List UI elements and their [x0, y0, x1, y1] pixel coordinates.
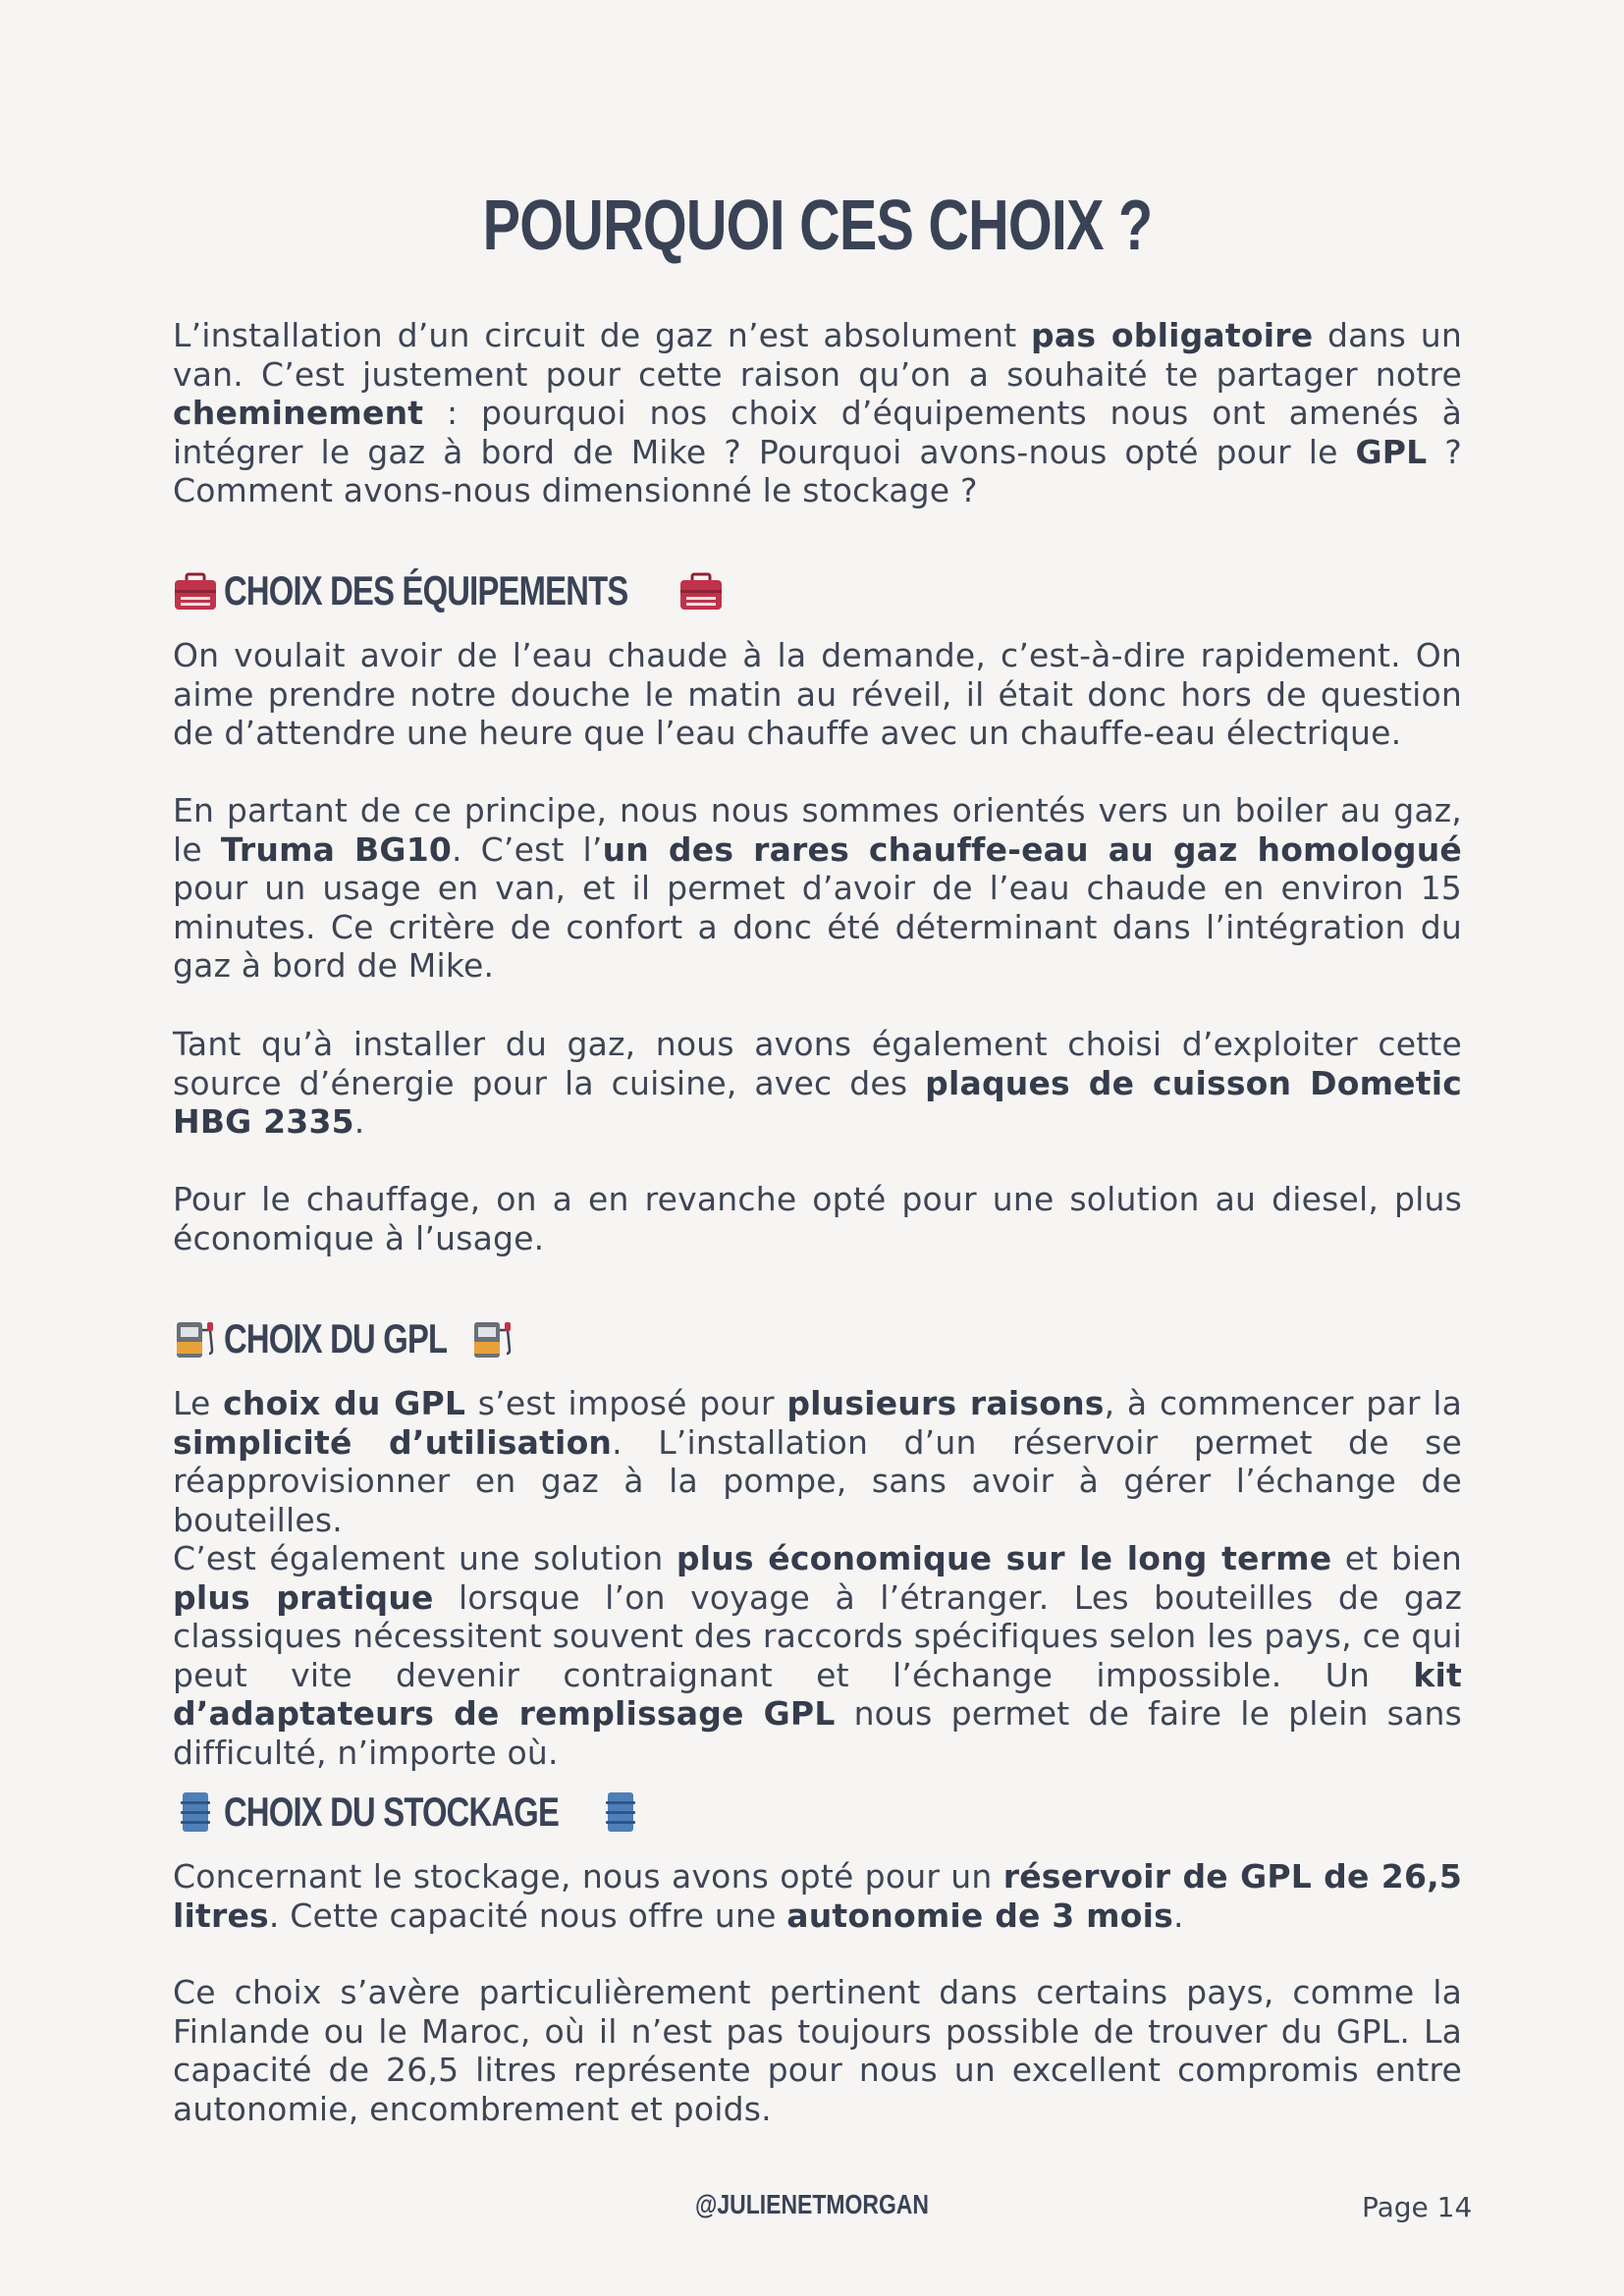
oil-drum-icon [173, 1789, 218, 1835]
bold-text: cheminement [173, 394, 424, 432]
intro-paragraph: L’installation d’un circuit de gaz n’est absolument pas obligatoire dans un van. C’est justement pour cette raison qu’on a souhaité te partager notre cheminement : pourquoi nos choix d’équipements nous ont amenés à intégrer le gaz à bord de Mike ? Pourquoi avons-nous opté pour le GPL ? Comment avons-nous dimensionné le stockage ? [173, 316, 1462, 509]
bold-text: choix du GPL [223, 1384, 466, 1422]
section-heading-gpl [173, 1315, 515, 1362]
section-heading-text: CHOIX DU STOCKAGE [224, 1789, 560, 1835]
bold-text: simplicité d’utilisation [173, 1422, 613, 1462]
fuel-pump-icon [470, 1316, 515, 1362]
bold-text: GPL [1355, 432, 1428, 471]
paragraph: Ce choix s’avère particulièrement pertinent dans certains pays, comme la Finlande ou le Maroc, où il n’est pas toujours possible de trouver du GPL. La capacité de 26,5 litres représente pour nous un excellent compromis entre autonomie, encombrement et poids. [173, 1973, 1462, 2128]
paragraph: En partant de ce principe, nous nous sommes orientés vers un boiler au gaz, le Truma BG10. C’est l’un des rares chauffe-eau au gaz homologué pour un usage en van, et il permet d’avoir de l’eau chaude en environ 15 minutes. Ce critère de confort a donc été déterminant dans l’intégration du gaz à bord de Mike. [173, 791, 1462, 985]
paragraph: Le choix du GPL s’est imposé pour plusieurs raisons, à commencer par la simplicité d’utilisation. L’installation d’un réservoir permet de se réapprovisionner en gaz à la pompe, sans avoir à gérer l’échange de bouteilles. [173, 1384, 1462, 1539]
fuel-pump-icon [173, 1316, 218, 1362]
bold-text: réservoir de GPL de 26,5 litres [173, 1857, 1462, 1935]
section-heading-text: CHOIX DU GPL [224, 1315, 448, 1362]
bold-text: kit d’adaptateurs de remplissage GPL [173, 1655, 1462, 1733]
bold-text: plus pratique [173, 1577, 434, 1617]
bold-text: pas obligatoire [1031, 316, 1314, 354]
paragraph: On voulait avoir de l’eau chaude à la demande, c’est-à-dire rapidement. On aime prendre notre douche le matin au réveil, il était donc hors de question de d’attendre une heure que l’eau chauffe avec un chauffe-eau électrique. [173, 636, 1462, 752]
bold-text: autonomie de 3 mois [786, 1896, 1173, 1935]
bold-text: plus économique sur le long terme [676, 1539, 1332, 1577]
paragraph: Tant qu’à installer du gaz, nous avons également choisi d’exploiter cette source d’énergie pour la cuisine, avec des plaques de cuisson Dometic HBG 2335. [173, 1025, 1462, 1141]
page-title: POURQUOI CES CHOIX ? [482, 187, 1153, 265]
section-heading-text: CHOIX DES ÉQUIPEMENTS [224, 567, 628, 614]
bold-text: plusieurs raisons [786, 1384, 1105, 1422]
paragraph: Concernant le stockage, nous avons opté pour un réservoir de GPL de 26,5 litres. Cette capacité nous offre une autonomie de 3 mois. [173, 1857, 1462, 1935]
section-heading-stockage [173, 1789, 643, 1836]
paragraph: C’est également une solution plus économique sur le long terme et bien plus pratique lorsque l’on voyage à l’étranger. Les bouteilles de gaz classiques nécessitent souvent des raccords spécifiques selon les pays, ce qui peut vite devenir contraignant et l’échange impossible. Un kit d’adaptateurs de remplissage GPL nous permet de faire le plein sans difficulté, n’importe où. [173, 1539, 1463, 1772]
toolbox-icon [678, 568, 724, 614]
page-number: Page 14 [1362, 2191, 1473, 2223]
oil-drum-icon [598, 1789, 643, 1835]
toolbox-icon [173, 568, 218, 614]
bold-text: Truma BG10 [220, 829, 453, 869]
paragraph: Pour le chauffage, on a en revanche opté pour une solution au diesel, plus économique à l’usage. [173, 1180, 1462, 1257]
footer-handle: @JULIENETMORGAN [695, 2189, 929, 2219]
bold-text: un des rares chauffe-eau au gaz homologué [602, 829, 1462, 869]
section-heading-equipements [173, 567, 724, 614]
bold-text: plaques de cuisson Dometic HBG 2335 [173, 1063, 1462, 1141]
